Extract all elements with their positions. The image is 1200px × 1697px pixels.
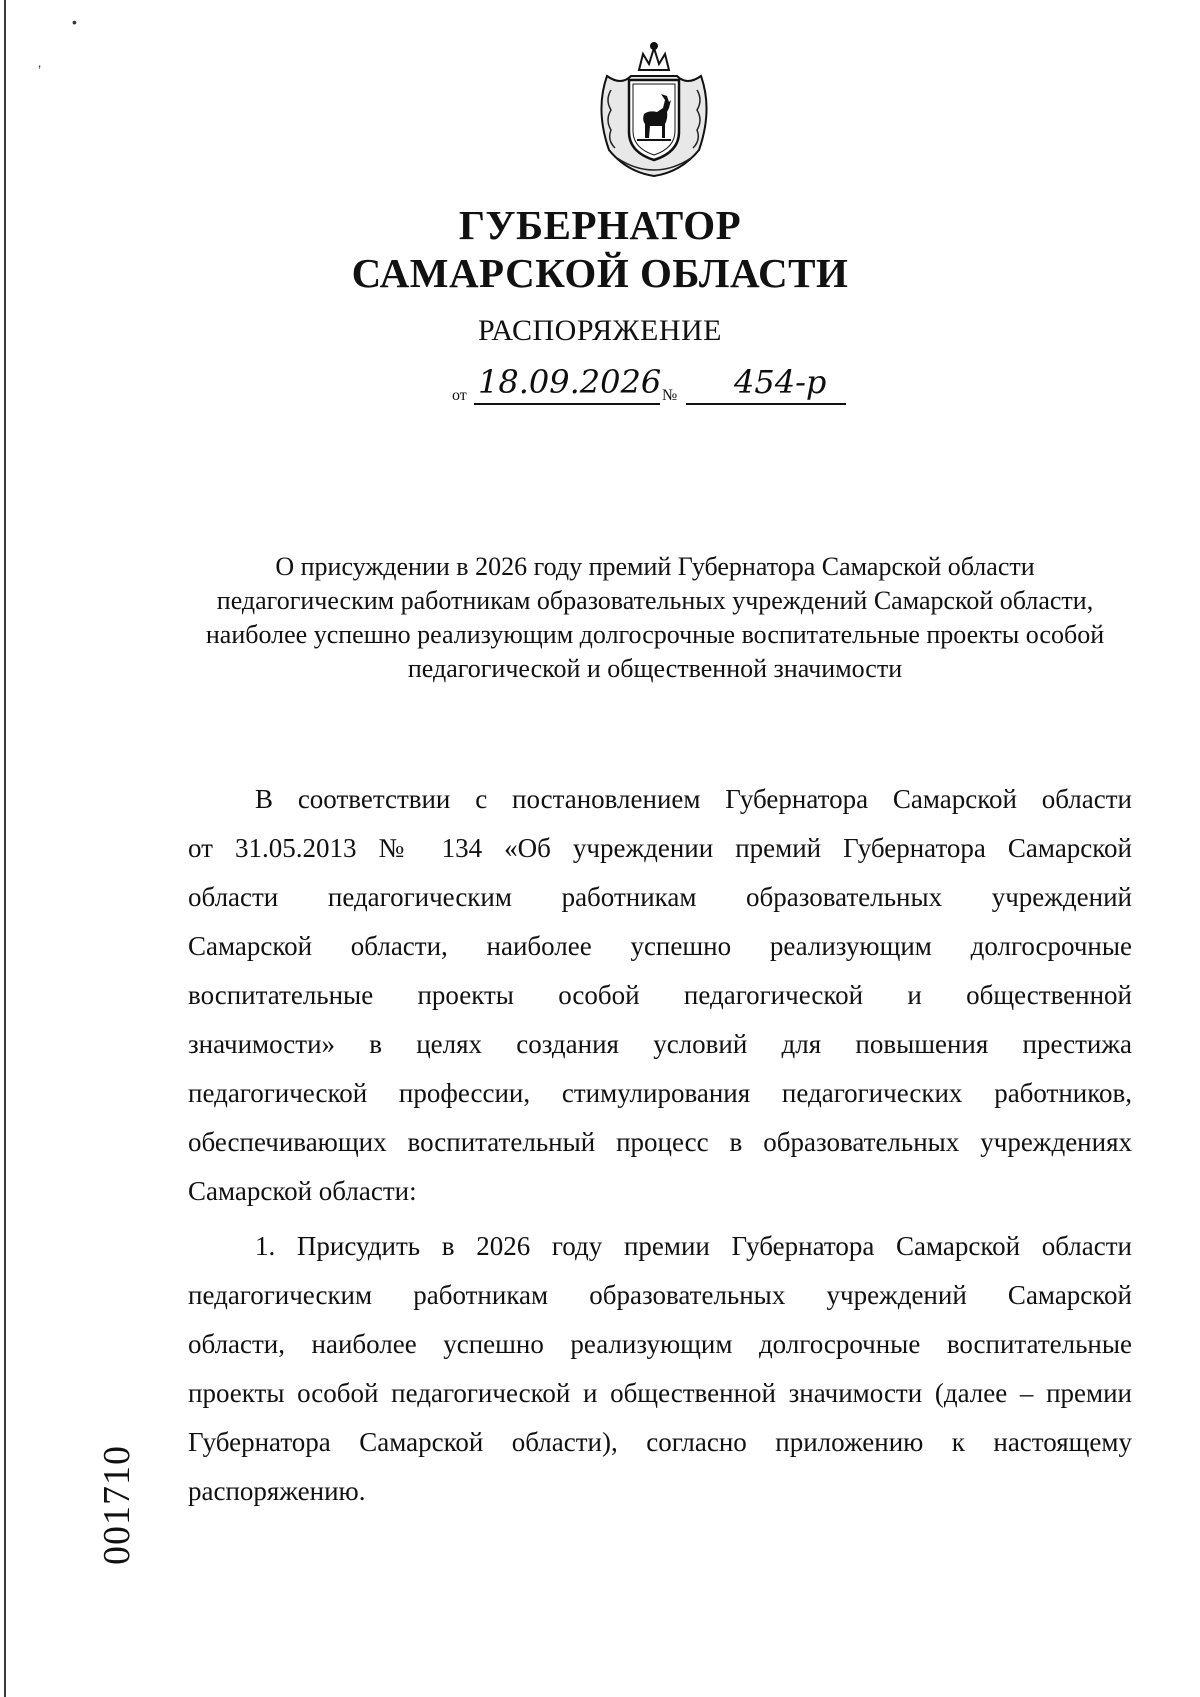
subject-line: педагогическим работникам образовательных учреждений Самарской области, [216,586,1094,615]
body-line: педагогическим работникам образовательных учреждений Самарской [188,1280,1132,1310]
body-line: В соответствии с постановлением Губернатора Самарской области [255,784,1132,814]
subject-line: наиболее успешно реализующим долгосрочные воспитательные проекты особой [205,620,1105,649]
authority-title-line1: ГУБЕРНАТОР [458,202,742,248]
document-type: РАСПОРЯЖЕНИЕ [477,314,723,347]
body-line: значимости» в целях создания условий для повышения престижа [188,1029,1132,1059]
body-line: педагогической профессии, стимулирования педагогических работников, [188,1078,1132,1108]
date-value: 18.09.2026 [478,363,662,401]
number-prefix: № [662,387,678,404]
date-underline [474,403,660,405]
body-line: Самарской области: [188,1176,417,1206]
body-line: области, наиболее успешно реализующим долгосрочные воспитательные [188,1329,1132,1359]
body-line: обеспечивающих воспитательный процесс в образовательных учреждениях [188,1127,1132,1157]
registration-number: 001710 [96,1445,138,1565]
body-line: Губернатора Самарской области), согласно приложению к настоящему [188,1427,1132,1457]
date-prefix: от [452,387,467,404]
document-subject [175,550,1135,686]
subject-line: О присуждении в 2026 году премий Губернатора Самарской области [275,552,1035,581]
number-value: 454-р [734,363,827,401]
date-number-row [450,363,870,413]
body-line: проекты особой педагогической и общественной значимости (далее – премии [188,1378,1132,1408]
number-underline [686,403,846,405]
scan-speck: ’ [38,62,42,78]
body-line: области педагогическим работникам образовательных учреждений [188,882,1132,912]
body-line: Самарской области, наиболее успешно реализующим долгосрочные [188,931,1132,961]
body-line: распоряжению. [188,1476,366,1506]
body-line: воспитательные проекты особой педагогической и общественной [188,980,1132,1010]
subject-line: педагогической и общественной значимости [407,654,903,683]
body-line: 1. Присудить в 2026 году премии Губернатора Самарской области [255,1231,1132,1261]
scan-edge [4,0,6,1697]
scan-speck: • [72,14,77,30]
body-line: от 31.05.2013 № 134 «Об учреждении премий Губернатора Самарской [188,833,1132,863]
coat-of-arms-icon [587,40,722,180]
authority-title-line2: САМАРСКОЙ ОБЛАСТИ [351,250,849,296]
